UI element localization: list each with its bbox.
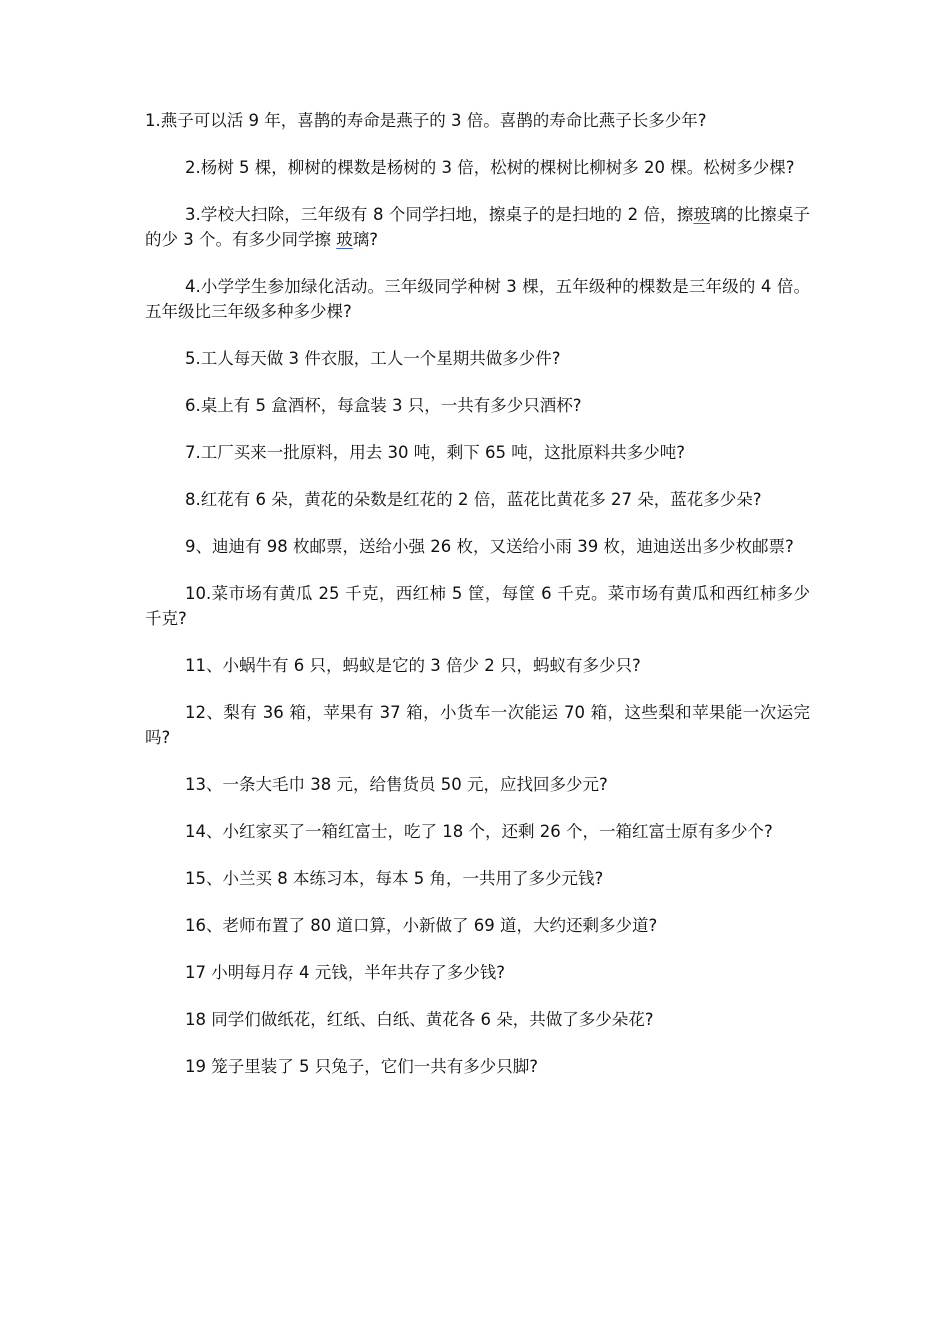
question-17: 17 小明每月存 4 元钱，半年共存了多少钱? — [185, 963, 505, 982]
question-14: 14、小红家买了一箱红富士，吃了 18 个，还剩 26 个，一箱红富士原有多少个? — [185, 822, 773, 841]
question-3 — [145, 202, 810, 252]
question-9: 9、迪迪有 98 枚邮票，送给小强 26 枚，又送给小雨 39 枚，迪迪送出多少枚邮票? — [185, 537, 794, 556]
question-2: 2.杨树 5 棵，柳树的棵数是杨树的 3 倍，松树的棵树比柳树多 20 棵。松树多少棵? — [185, 158, 795, 177]
question-4: 4.小学学生参加绿化活动。三年级同学种树 3 棵，五年级种的棵数是三年级的 4 倍。五年级比三年级多种多少棵? — [145, 277, 810, 321]
question-19: 19 笼子里装了 5 只兔子，它们一共有多少只脚? — [185, 1057, 538, 1076]
question-3-part-a: 3.学校大扫除，三年级有 8 个同学扫地，擦桌子的是扫地的 2 倍，擦 — [185, 205, 694, 224]
question-11: 11、小蜗牛有 6 只，蚂蚁是它的 3 倍少 2 只，蚂蚁有多少只? — [185, 656, 641, 675]
question-3-part-b: 璃的比擦桌子的少 3 个。有多少同学擦 — [145, 205, 811, 249]
question-18: 18 同学们做纸花，红纸、白纸、黄花各 6 朵，共做了多少朵花? — [185, 1010, 654, 1029]
question-10: 10.菜市场有黄瓜 25 千克，西红柿 5 筐，每筐 6 千克。菜市场有黄瓜和西红柿多少千克? — [145, 584, 810, 628]
question-12: 12、梨有 36 箱，苹果有 37 箱，小货车一次能运 70 箱，这些梨和苹果能一次运完吗? — [145, 703, 810, 747]
question-15: 15、小兰买 8 本练习本，每本 5 角，一共用了多少元钱? — [185, 869, 604, 888]
question-6: 6.桌上有 5 盒酒杯，每盒装 3 只，一共有多少只酒杯? — [185, 396, 582, 415]
question-list — [145, 108, 810, 1101]
question-5: 5.工人每天做 3 件衣服，工人一个星期共做多少件? — [185, 349, 561, 368]
question-3-underlined-b: 玻 — [336, 230, 353, 249]
question-3-underlined-a: 玻 — [693, 205, 711, 224]
question-7: 7.工厂买来一批原料，用去 30 吨，剩下 65 吨，这批原料共多少吨? — [185, 443, 685, 462]
question-16: 16、老师布置了 80 道口算，小新做了 69 道，大约还剩多少道? — [185, 916, 658, 935]
question-3-part-c: 璃? — [352, 230, 378, 249]
question-13: 13、一条大毛巾 38 元，给售货员 50 元，应找回多少元? — [185, 775, 608, 794]
question-8: 8.红花有 6 朵，黄花的朵数是红花的 2 倍，蓝花比黄花多 27 朵，蓝花多少朵? — [185, 490, 762, 509]
question-1: 1.燕子可以活 9 年，喜鹊的寿命是燕子的 3 倍。喜鹊的寿命比燕子长多少年? — [145, 111, 707, 130]
